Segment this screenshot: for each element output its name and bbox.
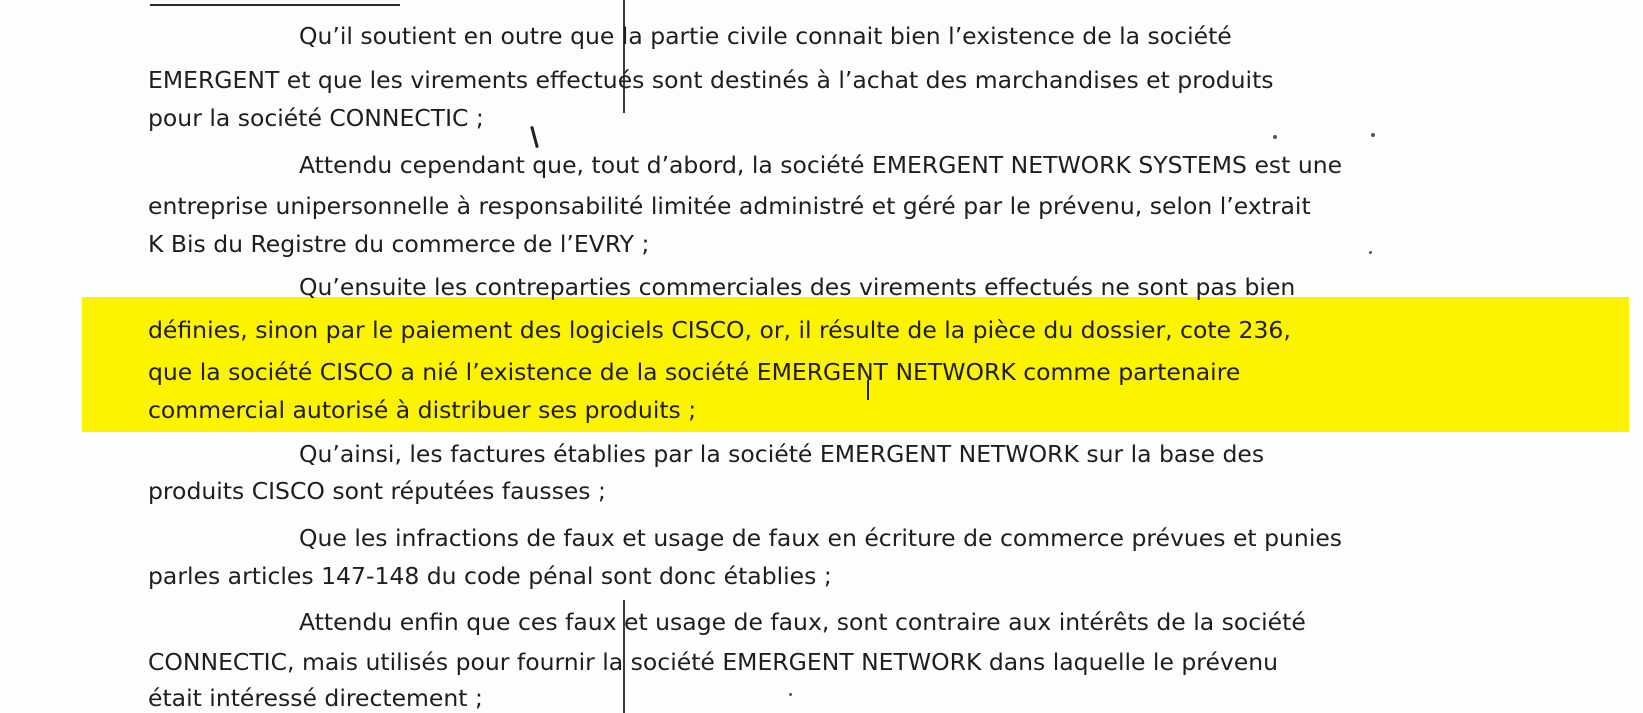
document-line: CONNECTIC, mais utilisés pour fournir la société EMERGENT NETWORK dans laquelle le prévenu bbox=[148, 648, 1279, 676]
document-line: Qu’ensuite les contreparties commerciales des virements effectués ne sont pas bien bbox=[299, 273, 1296, 301]
document-line: Que les infractions de faux et usage de faux en écriture de commerce prévues et punies bbox=[299, 524, 1343, 552]
scan-stroke-mark bbox=[530, 126, 539, 148]
document-line: entreprise unipersonnelle à responsabilité limitée administré et géré par le prévenu, selon l’extrait bbox=[148, 192, 1311, 220]
document-line: produits CISCO sont réputées fausses ; bbox=[148, 477, 606, 505]
document-line: que la société CISCO a nié l’existence de la société EMERGENT NETWORK comme partenaire bbox=[148, 358, 1241, 386]
cropped-previous-line bbox=[150, 0, 400, 6]
scan-speck bbox=[789, 693, 792, 696]
document-line: pour la société CONNECTIC ; bbox=[148, 104, 484, 132]
document-line: Attendu enfin que ces faux et usage de faux, sont contraire aux intérêts de la société bbox=[299, 608, 1306, 636]
scan-speck bbox=[1369, 251, 1372, 254]
document-line: était intéressé directement ; bbox=[148, 684, 483, 712]
scan-speck bbox=[1273, 135, 1277, 139]
document-line: définies, sinon par le paiement des logiciels CISCO, or, il résulte de la pièce du dossier, cote 236, bbox=[148, 316, 1291, 344]
document-line: Qu’ainsi, les factures établies par la société EMERGENT NETWORK sur la base des bbox=[299, 440, 1265, 468]
document-line: K Bis du Registre du commerce de l’EVRY ; bbox=[148, 230, 650, 258]
document-line: commercial autorisé à distribuer ses produits ; bbox=[148, 396, 697, 424]
document-line: Qu’il soutient en outre que la partie civile connait bien l’existence de la société bbox=[299, 22, 1232, 50]
document-line: EMERGENT et que les virements effectués sont destinés à l’achat des marchandises et produits bbox=[148, 66, 1274, 94]
document-line: Attendu cependant que, tout d’abord, la société EMERGENT NETWORK SYSTEMS est une bbox=[299, 151, 1343, 179]
scan-speck bbox=[1371, 133, 1375, 137]
document-line: parles articles 147-148 du code pénal sont donc établies ; bbox=[148, 562, 832, 590]
